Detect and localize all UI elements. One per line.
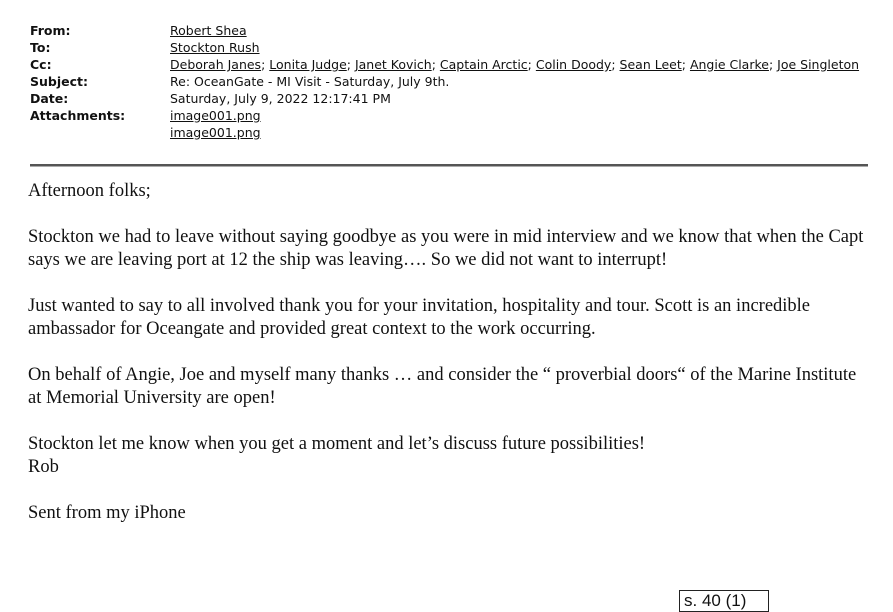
from-row (30, 22, 868, 39)
greeting: Afternoon folks; (28, 181, 151, 201)
date-row (30, 90, 868, 107)
body-paragraph: Stockton let me know when you get a moment and let’s discuss future possibilities! (28, 434, 646, 454)
cc-label: Cc: (30, 57, 52, 72)
email-header (30, 22, 868, 141)
subject-value: Re: OceanGate - MI Visit - Saturday, July 9th. (170, 74, 450, 89)
cc-recipient-link[interactable]: Captain Arctic (439, 57, 528, 72)
cc-recipient-link[interactable]: Deborah Janes (170, 57, 262, 72)
date-value: Saturday, July 9, 2022 12:17:41 PM (170, 91, 391, 106)
cc-recipient-link[interactable]: Lonita Judge (269, 57, 347, 72)
attachment-link[interactable]: image001.png (170, 125, 261, 140)
to-row (30, 39, 868, 56)
from-label: From: (30, 23, 71, 38)
body-paragraph: Stockton we had to leave without saying goodbye as you were in mid interview and we know that when the Capt says we are leaving port at 12 the ship was leaving…. So we did not want to interrupt! (28, 227, 864, 270)
to-recipient-link[interactable]: Stockton Rush (170, 40, 260, 55)
attachments-list (170, 107, 868, 141)
signoff: Rob (28, 457, 59, 477)
body-paragraph: Just wanted to say to all involved thank you for your invitation, hospitality and tour. Scott is an incredible ambassador for Oceangate and provided great context to the work occurring. (28, 296, 811, 339)
attachments-label: Attachments: (30, 108, 126, 123)
cc-list: Deborah Janes; Lonita Judge; Janet Kovich; Captain Arctic; Colin Doody; Sean Leet; Angie Clarke; Joe Singleton (170, 57, 860, 72)
cc-recipient-link[interactable]: Colin Doody (535, 57, 612, 72)
to-label: To: (30, 40, 51, 55)
cc-recipient-link[interactable]: Joe Singleton (777, 57, 860, 72)
subject-row (30, 73, 868, 90)
body-paragraph: On behalf of Angie, Joe and myself many thanks … and consider the “ proverbial doors“ of the Marine Institute at Memorial University are open! (28, 365, 857, 408)
cc-recipient-link[interactable]: Sean Leet (619, 57, 682, 72)
signature: Sent from my iPhone (28, 503, 186, 523)
cc-row (30, 56, 868, 73)
cc-recipient-link[interactable]: Janet Kovich (354, 57, 432, 72)
email-body (28, 180, 868, 548)
attachment-link[interactable]: image001.png (170, 108, 261, 123)
header-divider (30, 164, 868, 167)
redaction-stamp: s. 40 (1) (679, 590, 769, 612)
from-sender-link[interactable]: Robert Shea (170, 23, 247, 38)
date-label: Date: (30, 91, 69, 106)
subject-label: Subject: (30, 74, 88, 89)
cc-recipient-link[interactable]: Angie Clarke (689, 57, 769, 72)
attachments-row (30, 107, 868, 141)
